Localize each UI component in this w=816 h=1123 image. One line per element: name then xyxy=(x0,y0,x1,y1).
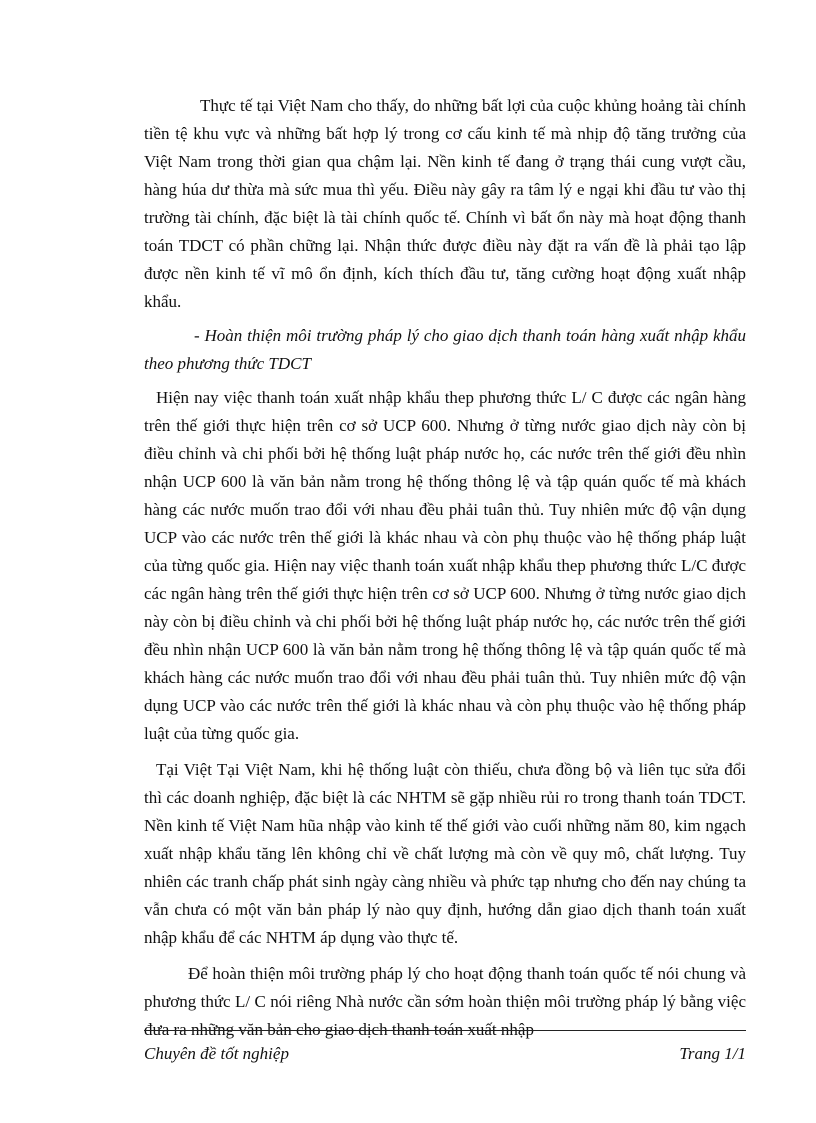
footer-document-title: Chuyên đề tốt nghiệp xyxy=(144,1044,289,1063)
paragraph-vietnam-legal-system: Tại Việt Tại Việt Nam, khi hệ thống luật còn thiếu, chưa đồng bộ và liên tục sửa đổi thì các doanh nghiệp, đặc biệt là các NHTM sẽ gặp nhiều rủi ro trong thanh toán TDCT. Nền kinh tế Việt Nam hũa nhập vào kinh tế thế giới vào cuối những năm 80, kim ngạch xuất nhập khẩu tăng lên không chỉ về chất lượng mà còn về quy mô, chất lượng. Tuy nhiên các tranh chấp phát sinh ngày càng nhiều và phức tạp nhưng cho đến nay chúng ta vẫn chưa có một văn bản pháp lý nào quy định, hướng dẫn giao dịch thanh toán xuất nhập khẩu để các NHTM áp dụng vào thực tế. xyxy=(144,760,746,947)
paragraph-vietnam-reality: Thực tế tại Việt Nam cho thấy, do những bất lợi của cuộc khủng hoảng tài chính tiền tệ khu vực và những bất hợp lý trong cơ cấu kinh tế mà nhịp độ tăng trưởng của Việt Nam trong thời gian qua chậm lại. Nền kinh tế đang ở trạng thái cung vượt cầu, hàng húa dư thừa mà sức mua thì yếu. Điều này gây ra tâm lý e ngại khi đầu tư vào thị trường tài chính, đặc biệt là tài chính quốc tế. Chính vì bất ổn này mà hoạt động thanh toán TDCT có phần chững lại. Nhận thức được điều này đặt ra vấn đề là phải tạo lập được nền kinh tế vĩ mô ổn định, kích thích đầu tư, tăng cường hoạt động xuất nhập khẩu. xyxy=(144,96,746,311)
page-footer xyxy=(144,1044,746,1064)
section-heading-legal-environment: - Hoàn thiện môi trường pháp lý cho giao dịch thanh toán hàng xuất nhập khẩu theo phương thức TDCT xyxy=(144,326,746,373)
paragraph-complete-legal-environment: Để hoàn thiện môi trường pháp lý cho hoạt động thanh toán quốc tế nói chung và phương thức L/ C nói riêng Nhà nước cần sớm hoàn thiện môi trường pháp lý bằng việc đưa ra những văn bản cho giao dịch thanh toán xuất nhập xyxy=(144,964,746,1039)
paragraph-ucp-600: Hiện nay việc thanh toán xuất nhập khẩu thep phương thức L/ C được các ngân hàng trên thế giới thực hiện trên cơ sở UCP 600. Nhưng ở từng nước giao dịch này còn bị điều chỉnh và chi phối bởi hệ thống luật pháp nước họ, các nước trên thế giới đều nhìn nhận UCP 600 là văn bản nằm trong hệ thống thông lệ và tập quán quốc tế mà khách hàng các nước muốn trao đổi với nhau đều phải tuân thủ. Tuy nhiên mức độ vận dụng UCP vào các nước trên thế giới là khác nhau và còn phụ thuộc vào hệ thống pháp luật của từng quốc gia. Hiện nay việc thanh toán xuất nhập khẩu thep phương thức L/C được các ngân hàng trên thế giới thực hiện trên cơ sở UCP 600. Nhưng ở từng nước giao dịch này còn bị điều chỉnh và chi phối bởi hệ thống luật pháp nước họ, các nước trên thế giới đều nhìn nhận UCP 600 là văn bản nằm trong hệ thống thông lệ và tập quán quốc tế mà khách hàng các nước muốn trao đổi với nhau đều phải tuân thủ. Tuy nhiên mức độ vận dụng UCP vào các nước trên thế giới là khác nhau và còn phụ thuộc vào hệ thống pháp luật của từng quốc gia. xyxy=(144,388,746,743)
footer-divider xyxy=(144,1030,746,1031)
document-body xyxy=(144,92,746,1044)
footer-page-number: Trang 1/1 xyxy=(679,1044,746,1063)
